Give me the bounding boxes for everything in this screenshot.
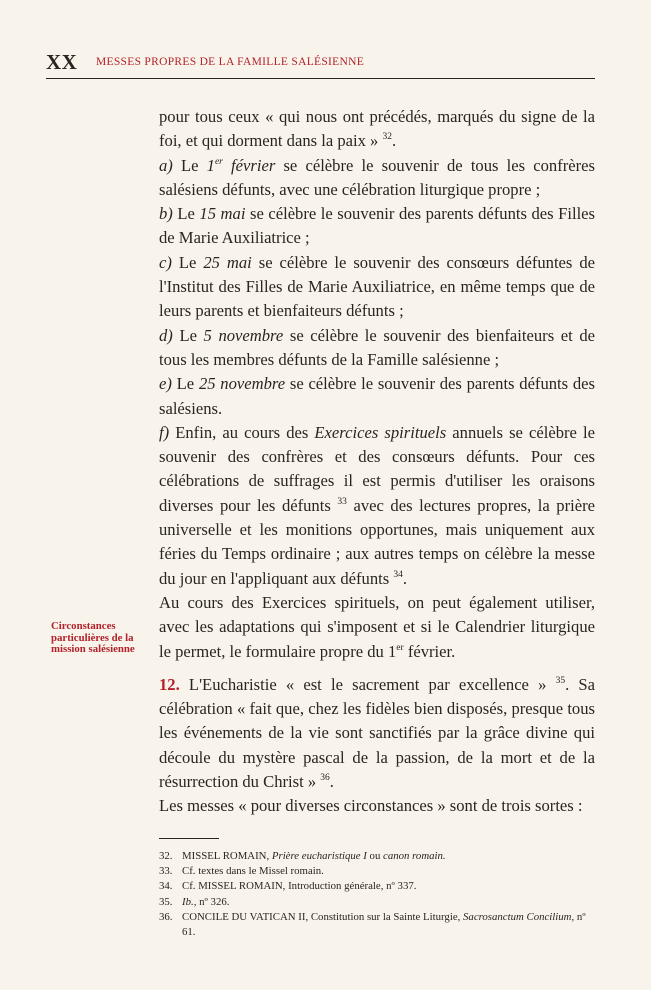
item-f: f) Enfin, au cours des Exercices spirituels annuels se célèbre le souvenir des confrères et des consœurs défunts. Pour ces célébrations de suffrages il est permis d'utiliser les oraisons diverses pour les défunts $^{33}$ avec des lectures propres, la prière universelle et les monitions opportunes, mais uniquement aux féries du Temps ordinaire ; aux autres temps on célèbre la messe du jour en l'appliquant aux défunts $^{34}$. — [159, 422, 596, 588]
page-number: XX — [46, 50, 78, 74]
footnote-ref-36: 36 — [320, 773, 330, 784]
footnote-ref-35: 35 — [555, 675, 566, 686]
footnote-rule — [159, 838, 219, 839]
paragraph-12: 12. L'Eucharistie « est le sacrement par excellence » $^{35}$. Sa célébration « fait que, chez les fidèles bien disposés, presque tous les événements de la vie sont sanctifiés par la grâce divine qui découle du mystère pascal de la passion, de la mort et de la résurrection du Christ » $^{36}$. — [159, 674, 595, 792]
footnotes — [159, 838, 595, 940]
running-header — [46, 50, 595, 79]
messes-paragraph: Les messes « pour diverses circonstances » sont de trois sortes : — [159, 796, 583, 816]
running-title: MESSES PROPRES DE LA FAMILLE SALÉSIENNE — [96, 56, 365, 68]
item-e: e) Le 25 novembre se célèbre le souvenir des parents défunts des salésiens. — [159, 374, 595, 418]
intro-paragraph: pour tous ceux « qui nous ont précédés, marqués du signe de la foi, et qui dorment dans la paix » $^{32}$. — [159, 107, 595, 151]
item-b: b) Le 15 mai se célèbre le souvenir des parents défunts des Filles de Marie Auxiliatrice ; — [159, 204, 596, 248]
footnote-ref-33: 33 — [337, 496, 347, 507]
main-text — [159, 105, 595, 819]
footnote-34: 34. Cf. MISSEL ROMAIN, Introduction générale, nº 337. — [159, 880, 417, 893]
footnote-35: 35. Ib., nº 326. — [159, 895, 230, 908]
item-c: c) Le 25 mai se célèbre le souvenir des consœurs défuntes de l'Institut des Filles de Marie Auxiliatrice, en même temps que de leurs parents et bienfaiteurs défunts ; — [159, 252, 595, 321]
item-a: a) Le 1er février se célèbre le souvenir de tous les confrères salésiens défunts, avec une célébration liturgique propre ; — [159, 155, 595, 199]
footnote-ref-34: 34 — [393, 569, 403, 580]
paragraph-number: 12. — [159, 674, 180, 694]
item-d: d) Le 5 novembre se célèbre le souvenir des bienfaiteurs et de tous les membres défunts de la Famille salésienne ; — [159, 325, 595, 369]
footnote-32: 32. MISSEL ROMAIN, Prière eucharistique I ou canon romain. — [159, 850, 446, 862]
exercices-paragraph: Au cours des Exercices spirituels, on peut également utiliser, avec les adaptations qui s'imposent et si le Calendrier liturgique le permet, le formulaire propre du 1er février. — [159, 592, 595, 661]
footnote-36: 36. CONCILE DU VATICAN II, Constitution sur la Sainte Liturgie, Sacrosanctum Concilium, nº 61. — [159, 910, 586, 939]
margin-note: Circonstances particulières de la mission salésienne — [51, 620, 135, 655]
footnote-33: 33. Cf. textes dans le Missel romain. — [159, 865, 324, 878]
footnote-ref-32: 32 — [382, 132, 393, 143]
